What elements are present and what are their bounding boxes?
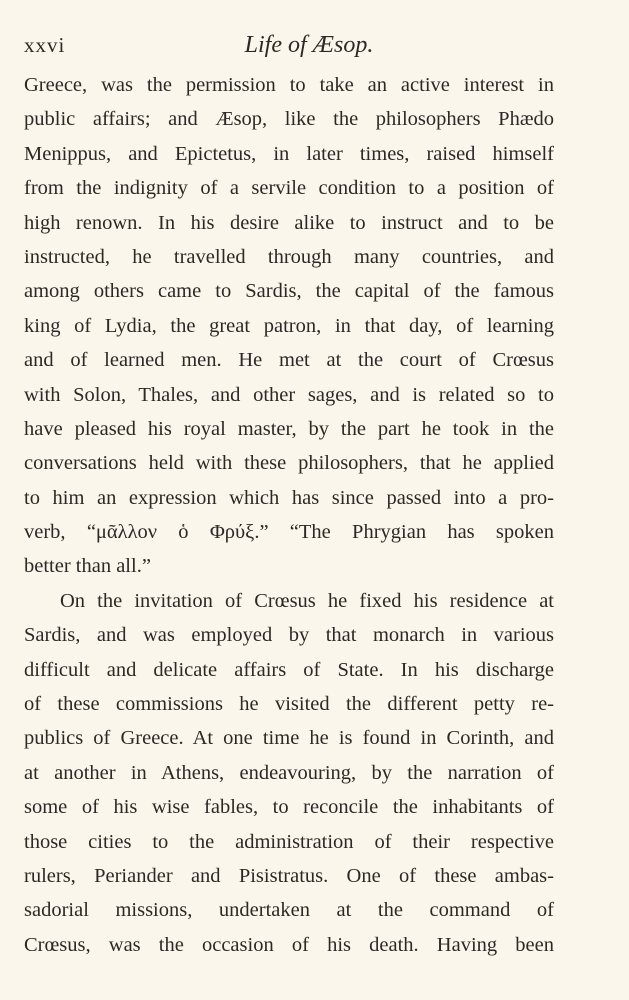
text-line: instructed, he travelled through many countries, and bbox=[24, 245, 554, 268]
paragraph-start-line: On the invitation of Crœsus he fixed his residence at bbox=[60, 589, 554, 612]
text-line: king of Lydia, the great patron, in that day, of learning bbox=[24, 314, 554, 337]
running-head bbox=[24, 30, 554, 60]
text-line: public affairs; and Æsop, like the philosophers Phædo bbox=[24, 108, 554, 131]
text-line: and of learned men. He met at the court of Crœsus bbox=[24, 349, 554, 372]
text-line: among others came to Sardis, the capital of the famous bbox=[24, 280, 554, 303]
text-line: Menippus, and Epictetus, in later times, raised himself bbox=[24, 142, 554, 165]
text-line: Sardis, and was employed by that monarch in various bbox=[24, 624, 554, 647]
text-line: high renown. In his desire alike to instruct and to be bbox=[24, 211, 554, 234]
page-number: xxvi bbox=[24, 33, 66, 57]
text-line: to him an expression which has since passed into a pro- bbox=[24, 486, 554, 509]
text-line: at another in Athens, endeavouring, by the narration of bbox=[24, 761, 554, 784]
text-line: from the indignity of a servile condition to a position of bbox=[24, 177, 554, 200]
body-text bbox=[24, 68, 554, 962]
text-line: have pleased his royal master, by the part he took in the bbox=[24, 417, 554, 440]
text-line: rulers, Periander and Pisistratus. One of these ambas- bbox=[24, 864, 554, 887]
text-line: some of his wise fables, to reconcile the inhabitants of bbox=[24, 796, 554, 819]
text-line: Greece, was the permission to take an active interest in bbox=[24, 74, 554, 96]
paragraph-end-line: better than all.” bbox=[24, 555, 151, 578]
text-line: sadorial missions, undertaken at the command of bbox=[24, 899, 554, 922]
text-line: difficult and delicate affairs of State. In his discharge bbox=[24, 658, 554, 681]
text-line: with Solon, Thales, and other sages, and is related so to bbox=[24, 383, 554, 406]
text-line: of these commissions he visited the different petty re- bbox=[24, 693, 554, 716]
text-line: verb, “μᾶλλον ὁ Φρύξ.” “The Phrygian has spoken bbox=[24, 521, 554, 544]
text-line: those cities to the administration of their respective bbox=[24, 830, 554, 853]
text-line: Crœsus, was the occasion of his death. Having been bbox=[24, 933, 554, 956]
running-title: Life of Æsop. bbox=[244, 32, 374, 58]
text-line: conversations held with these philosophers, that he applied bbox=[24, 452, 554, 475]
text-line: publics of Greece. At one time he is found in Corinth, and bbox=[24, 727, 554, 750]
